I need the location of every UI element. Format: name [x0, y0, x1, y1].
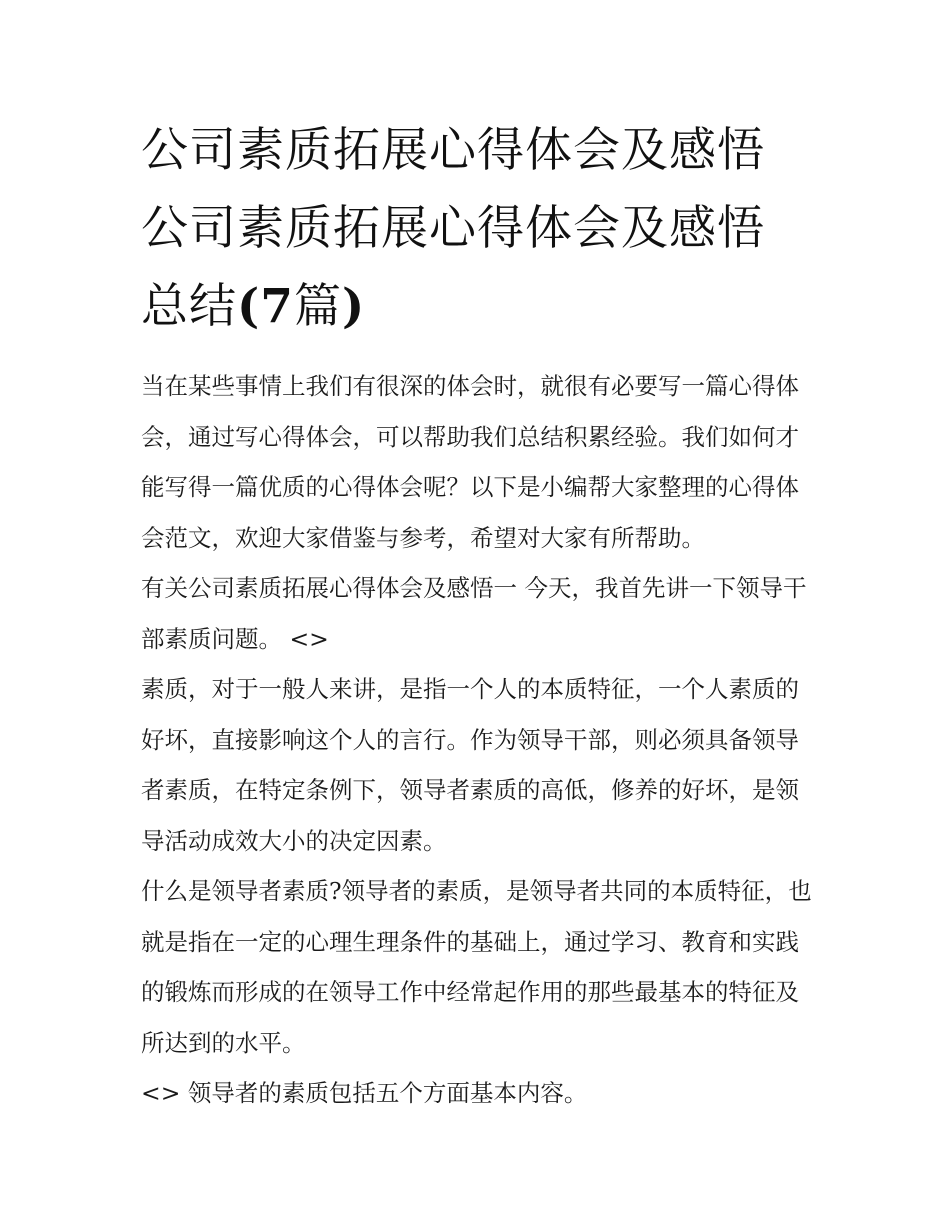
title-count-close: ): [341, 279, 366, 334]
title-summary-word: 总结: [141, 279, 237, 334]
paragraph-intro: 当在某些事情上我们有很深的体会时，就很有必要写一篇心得体会，通过写心得体会，可以帮助我们总结积累经验。我们如何才能写得一篇优质的心得体会呢？以下是小编帮大家整理的心得体会范文，欢迎大家借鉴与参考，希望对大家有所帮助。: [141, 372, 799, 552]
title-count-open: (7: [237, 279, 294, 334]
title-line-3: [141, 268, 813, 346]
paragraph-section-one: 有关公司素质拓展心得体会及感悟一 今天，我首先讲一下领导干部素质问题。 <>: [141, 574, 807, 653]
document-body: [141, 361, 813, 1119]
title-line-1: 公司素质拓展心得体会及感悟: [141, 123, 765, 178]
document-title: [141, 112, 813, 346]
paragraph-leader-quality: 什么是领导者素质?领导者的素质，是领导者共同的本质特征，也就是指在一定的心理生理条件的基础上，通过学习、教育和实践的锻炼而形成的在领导工作中经常起作用的那些最基本的特征及所达到的水平。: [141, 877, 812, 1057]
paragraph-quality-definition: 素质，对于一般人来讲，是指一个人的本质特征，一个人素质的好坏，直接影响这个人的言行。作为领导干部，则必须具备领导者素质，在特定条例下，领导者素质的高低，修养的好坏，是领导活动成效大小的决定因素。: [141, 675, 799, 855]
document-page: [141, 112, 813, 1119]
title-line-2: 公司素质拓展心得体会及感悟: [141, 201, 765, 256]
title-count-unit: 篇: [293, 279, 342, 334]
paragraph-five-aspects: <> 领导者的素质包括五个方面基本内容。: [141, 1079, 588, 1107]
